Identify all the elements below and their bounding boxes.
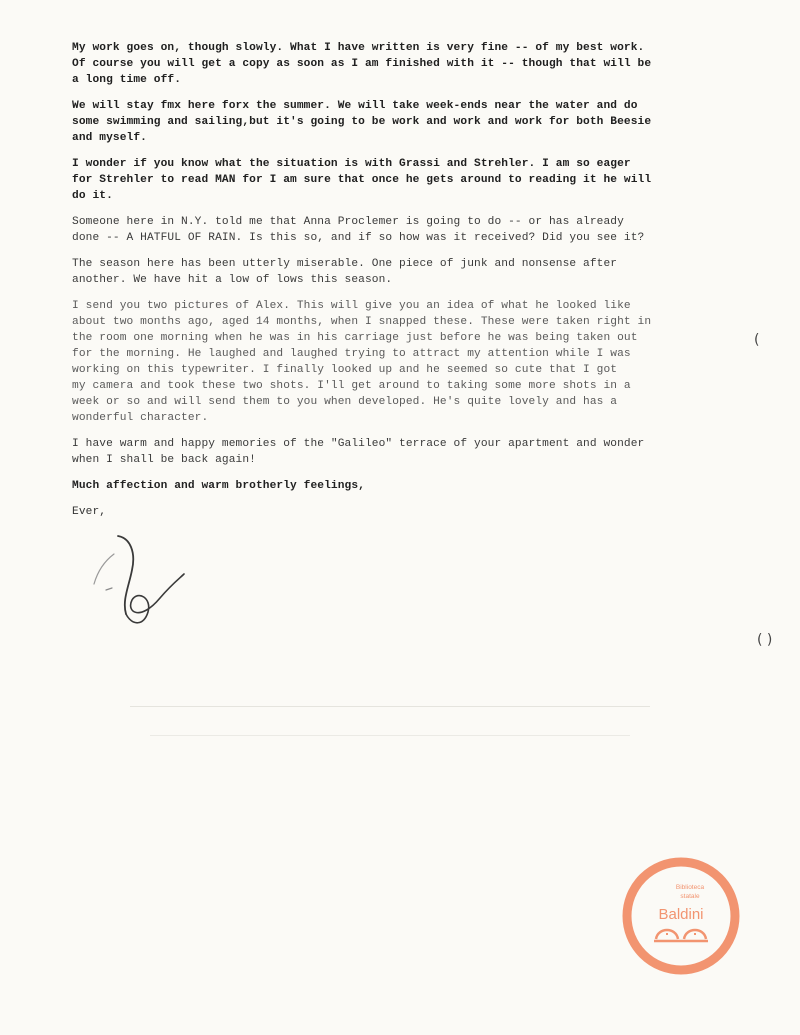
paragraph-work: My work goes on, though slowly. What I have written is very fine -- of my best work. Of course you will get a copy as soon as I am finished with it -- though that will be a long time off.: [72, 42, 652, 86]
faint-bleed-line: [130, 706, 650, 707]
stamp-line-1: Biblioteca: [675, 884, 705, 891]
library-stamp: [620, 855, 742, 977]
paragraph-alex: I send you two pictures of Alex. This will give you an idea of what he looked like about two months ago, aged 14 months, when I snapped these. These were taken right in the room one morning when he was in his carriage just before he was being taken out for the morning. He laughed and laughed trying to attract my attention while I was working on this typewriter. I finally looked up and he seemed so cute that I got my camera and took these two shots. I'll get around to taking some more shots in a week or so and will send them to you when developed. He's quite lovely and has a wonderful character.: [72, 300, 652, 424]
faint-bleed-line: [150, 735, 630, 736]
paragraph-season: The season here has been utterly miserable. One piece of junk and nonsense after another. We have hit a low of lows this season.: [72, 258, 618, 286]
margin-mark-bottom: ( ): [757, 632, 773, 648]
paragraph-galileo: I have warm and happy memories of the "Galileo" terrace of your apartment and wonder when I shall be back again!: [72, 438, 645, 466]
signoff: Ever,: [72, 506, 107, 518]
paragraph-summer: We will stay fmx here forx the summer. We will take week-ends near the water and do some swimming and sailing,but it's going to be work and work and work for both Beesie and myself.: [72, 100, 652, 144]
stamp-line-2: statale: [680, 893, 700, 900]
stamp-name: Baldini: [658, 906, 704, 923]
paragraph-proclemer: Someone here in N.Y. told me that Anna Proclemer is going to do -- or has already done -- A HATFUL OF RAIN. Is this so, and if so how was it received? Did you see it?: [72, 216, 645, 244]
paragraph-grassi: I wonder if you know what the situation is with Grassi and Strehler. I am so eager for Strehler to read MAN for I am sure that once he gets around to reading it he will do it.: [72, 158, 652, 202]
closing-line: Much affection and warm brotherly feelings,: [72, 480, 365, 492]
margin-mark-top: (: [754, 332, 760, 348]
handwritten-signature: [88, 530, 198, 640]
letter-body: [72, 40, 772, 520]
